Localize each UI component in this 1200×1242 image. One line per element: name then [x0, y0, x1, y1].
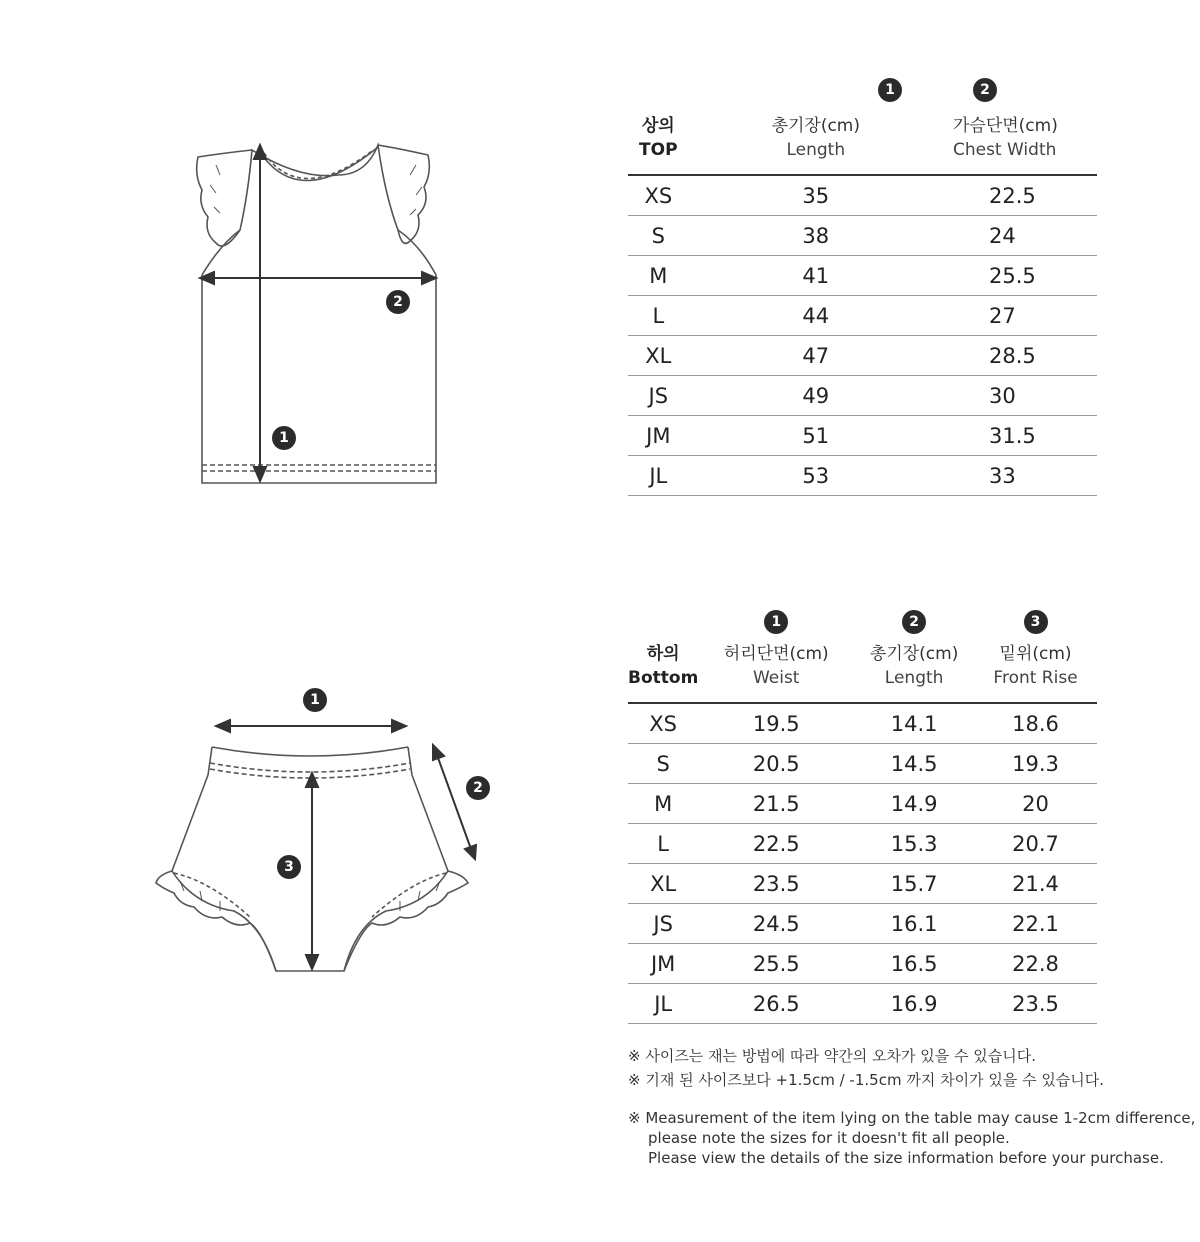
top-measurement-cell: 25.5	[893, 256, 1097, 296]
top-measurement-cell: 33	[893, 456, 1097, 496]
top-size-label: L	[628, 296, 689, 336]
top-col-chest-en: Chest Width	[952, 140, 1057, 160]
bottom-measurement-cell: 20.5	[698, 744, 854, 784]
top-measurement-cell: 51	[689, 416, 893, 456]
bottom-table-row	[628, 703, 1097, 744]
top-measurement-cell: 35	[689, 175, 893, 216]
top-col-length-ko: 총기장(cm)	[771, 116, 860, 136]
bottom-measurement-cell: 15.3	[854, 824, 974, 864]
bottom-rise-column-marker: 3	[1024, 610, 1048, 634]
bottom-size-label: L	[628, 824, 698, 864]
bottom-measurement-cell: 14.5	[854, 744, 974, 784]
top-table-row	[628, 296, 1097, 336]
top-measurement-cell: 49	[689, 376, 893, 416]
top-size-label: JM	[628, 416, 689, 456]
bottom-measurement-cell: 15.7	[854, 864, 974, 904]
top-size-label: S	[628, 216, 689, 256]
note-en-3: Please view the details of the size information before your purchase.	[648, 1149, 1164, 1167]
bottom-col-length-ko: 총기장(cm)	[869, 644, 959, 664]
bottom-measurement-cell: 23.5	[698, 864, 854, 904]
top-label-ko: 상의	[641, 116, 675, 136]
bottom-table-row	[628, 904, 1097, 944]
top-measurement-cell: 41	[689, 256, 893, 296]
bottom-table-wrapper	[628, 608, 1097, 1024]
bottom-measurement-cell: 19.3	[974, 744, 1097, 784]
top-size-label: JS	[628, 376, 689, 416]
bottom-measurement-cell: 16.5	[854, 944, 974, 984]
bottom-garment-illustration	[150, 685, 500, 985]
top-measurement-cell: 24	[893, 216, 1097, 256]
note-en-1: ※ Measurement of the item lying on the table may cause 1-2cm difference,	[628, 1109, 1196, 1127]
bottom-measurement-cell: 23.5	[974, 984, 1097, 1024]
bottom-size-label: XS	[628, 703, 698, 744]
bottom-measurement-cell: 22.1	[974, 904, 1097, 944]
bottom-length-column-marker: 2	[902, 610, 926, 634]
top-measurement-cell: 31.5	[893, 416, 1097, 456]
bottom-col-waist-en: Weist	[752, 668, 800, 688]
note-ko-2: ※ 기재 된 사이즈보다 +1.5cm / -1.5cm 까지 차이가 있을 수 있습니다.	[628, 1071, 1105, 1089]
top-col-length-en: Length	[786, 140, 846, 160]
bottom-rise-marker: 3	[277, 855, 301, 879]
top-size-grid	[628, 114, 1097, 496]
top-measurement-cell: 28.5	[893, 336, 1097, 376]
bottom-size-label: M	[628, 784, 698, 824]
bottom-label-ko: 하의	[646, 644, 680, 664]
top-length-marker: 1	[272, 426, 296, 450]
bottom-table-row	[628, 744, 1097, 784]
bottom-size-grid	[628, 608, 1097, 1024]
top-measurement-cell: 27	[893, 296, 1097, 336]
bottom-measurement-cell: 24.5	[698, 904, 854, 944]
bottom-col-rise-en: Front Rise	[993, 668, 1078, 688]
bottom-measurement-cell: 21.5	[698, 784, 854, 824]
bottom-table-row	[628, 824, 1097, 864]
bottom-table-row	[628, 864, 1097, 904]
bottom-col-waist-ko: 허리단면(cm)	[723, 644, 829, 664]
bottom-measurement-cell: 14.1	[854, 703, 974, 744]
top-col-chest-ko: 가슴단면(cm)	[952, 116, 1058, 136]
top-table-row	[628, 456, 1097, 496]
bottom-table-row	[628, 784, 1097, 824]
bottom-measurement-cell: 14.9	[854, 784, 974, 824]
top-size-label: XS	[628, 175, 689, 216]
bottom-measurement-cell: 21.4	[974, 864, 1097, 904]
bottom-size-label: S	[628, 744, 698, 784]
top-table-row	[628, 416, 1097, 456]
top-measurement-cell: 30	[893, 376, 1097, 416]
bottom-table-row	[628, 984, 1097, 1024]
bottom-waist-column-marker: 1	[764, 610, 788, 634]
top-measurement-cell: 22.5	[893, 175, 1097, 216]
bottom-measurement-cell: 20	[974, 784, 1097, 824]
bottom-size-label: JL	[628, 984, 698, 1024]
bottom-label-en: Bottom	[628, 668, 699, 688]
top-length-column-marker: 1	[878, 78, 902, 102]
top-size-label: M	[628, 256, 689, 296]
top-garment-illustration	[180, 135, 460, 495]
bottom-length-marker: 2	[466, 776, 490, 800]
bottom-measurement-cell: 22.5	[698, 824, 854, 864]
bottom-waist-marker: 1	[303, 688, 327, 712]
top-chest-marker: 2	[386, 290, 410, 314]
top-table-row	[628, 256, 1097, 296]
bottom-measurement-cell: 25.5	[698, 944, 854, 984]
bottom-measurement-cell: 26.5	[698, 984, 854, 1024]
bottom-table-row	[628, 944, 1097, 984]
top-size-label: JL	[628, 456, 689, 496]
bottom-measurement-cell: 18.6	[974, 703, 1097, 744]
top-size-label: XL	[628, 336, 689, 376]
note-en-2: please note the sizes for it doesn't fit all people.	[648, 1129, 1010, 1147]
bottom-measurement-cell: 16.1	[854, 904, 974, 944]
bottom-measurement-cell: 16.9	[854, 984, 974, 1024]
bottom-size-label: JS	[628, 904, 698, 944]
top-table-row	[628, 216, 1097, 256]
bottom-col-length-en: Length	[884, 668, 944, 688]
bottom-measurement-cell: 20.7	[974, 824, 1097, 864]
top-table-row	[628, 376, 1097, 416]
bottom-measurement-cell: 19.5	[698, 703, 854, 744]
top-label-en: TOP	[639, 140, 678, 160]
bottom-size-label: XL	[628, 864, 698, 904]
note-en-block	[628, 1108, 1195, 1168]
top-table-wrapper	[628, 114, 1097, 496]
top-size-table	[628, 76, 1097, 110]
top-chest-column-marker: 2	[973, 78, 997, 102]
top-measurement-cell: 47	[689, 336, 893, 376]
note-ko-1: ※ 사이즈는 재는 방법에 따라 약간의 오차가 있을 수 있습니다.	[628, 1047, 1037, 1065]
top-table-row	[628, 336, 1097, 376]
bottom-col-rise-ko: 밑위(cm)	[999, 644, 1072, 664]
bottom-measurement-cell: 22.8	[974, 944, 1097, 984]
top-measurement-cell: 38	[689, 216, 893, 256]
top-table-row	[628, 175, 1097, 216]
top-measurement-cell: 53	[689, 456, 893, 496]
bottom-size-label: JM	[628, 944, 698, 984]
top-measurement-cell: 44	[689, 296, 893, 336]
size-notes	[628, 1044, 1195, 1168]
